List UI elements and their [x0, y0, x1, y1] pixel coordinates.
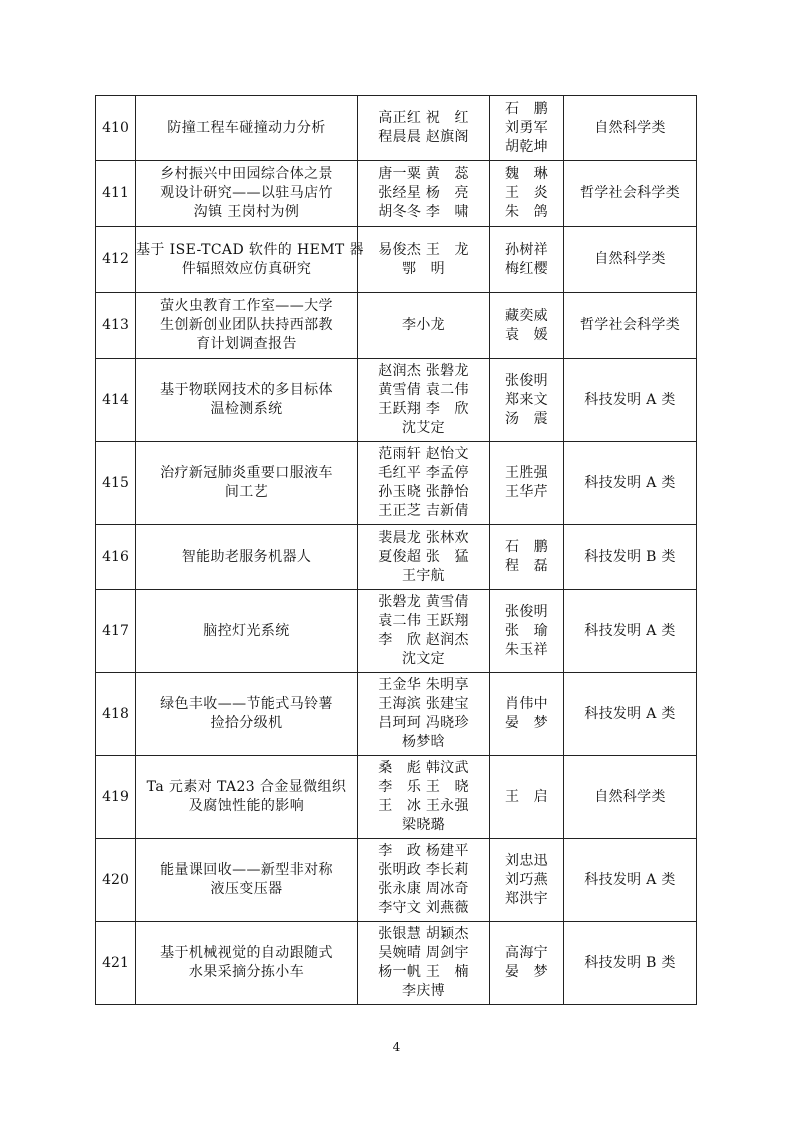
project-title-line: 观设计研究——以驻马店竹: [160, 185, 333, 201]
project-category: 科技发明 A 类: [564, 839, 697, 922]
project-title-line: 捡拾分级机: [210, 715, 283, 731]
advisor-name: 刘勇军: [505, 119, 548, 136]
team-members-line: 毛红平 李孟停: [378, 465, 469, 481]
row-number: 412: [96, 227, 136, 293]
table-row: [96, 359, 697, 442]
advisor-name: 晏 梦: [505, 964, 548, 980]
team-members: [358, 96, 490, 161]
advisors: [490, 96, 564, 161]
table-row: [96, 227, 697, 293]
team-members-line: 王宇航: [402, 567, 445, 584]
advisor-name: 刘巧燕: [505, 871, 548, 888]
project-category: 自然科学类: [564, 756, 697, 839]
project-title: [136, 673, 358, 756]
advisor-name: 王 启: [505, 788, 548, 805]
table-row: [96, 839, 697, 922]
project-title-line: 育计划调查报告: [196, 336, 297, 352]
row-number: 421: [96, 922, 136, 1005]
row-number: 420: [96, 839, 136, 922]
table-row: [96, 442, 697, 525]
team-members-line: 李 政 杨建平: [378, 843, 469, 859]
team-members-line: 张明政 李长莉: [378, 862, 469, 878]
team-members-line: 胡冬冬 李 啸: [378, 204, 469, 220]
team-members-line: 王海滨 张建宝: [378, 696, 469, 712]
project-title-line: 治疗新冠肺炎重要口服液车: [160, 465, 333, 481]
team-members-line: 夏俊超 张 猛: [378, 548, 469, 565]
project-title: [136, 227, 364, 293]
project-title-line: 能量课回收——新型非对称: [160, 862, 333, 878]
table-row: [96, 293, 697, 359]
project-title-line: 件辐照效应仿真研究: [181, 260, 312, 277]
table-row: [96, 673, 697, 756]
team-members: [358, 227, 490, 293]
project-title-line: 水果采摘分拣小车: [188, 964, 305, 980]
advisors: [490, 293, 564, 359]
team-members-line: 王跃翔 李 欣: [378, 401, 469, 417]
advisors: [490, 525, 564, 590]
project-title: [136, 590, 358, 673]
advisors: [490, 839, 564, 922]
advisor-name: 袁 媛: [505, 326, 548, 343]
advisor-name: 石 鹏: [505, 100, 548, 117]
project-title: [136, 839, 358, 922]
project-title: [136, 359, 358, 442]
team-members-line: 李守文 刘燕薇: [378, 900, 469, 916]
team-members: [358, 922, 490, 1005]
advisor-name: 王 炎: [505, 185, 548, 201]
team-members: [358, 442, 490, 525]
team-members-line: 李 欣 赵润杰: [378, 632, 469, 648]
team-members: [358, 673, 490, 756]
advisor-name: 王华芹: [505, 484, 548, 500]
team-members-line: 桑 彪 韩汶武: [378, 760, 469, 776]
advisor-name: 汤 震: [505, 410, 548, 427]
advisors: [490, 756, 564, 839]
project-title: [136, 161, 358, 227]
project-category: 科技发明 A 类: [564, 673, 697, 756]
team-members-line: 李庆博: [402, 983, 445, 999]
project-title-line: 基于物联网技术的多目标体: [160, 382, 333, 398]
advisor-name: 梅红樱: [505, 260, 548, 277]
team-members-line: 沈艾定: [402, 420, 445, 436]
project-title-line: 绿色丰收——节能式马铃薯: [160, 696, 333, 712]
advisor-name: 孙树祥: [505, 241, 548, 258]
page-number: 4: [392, 1040, 401, 1054]
advisor-name: 肖伟中: [505, 696, 548, 712]
team-members-line: 王正芝 吉新倩: [378, 503, 469, 519]
advisors: [490, 590, 564, 673]
advisors: [490, 673, 564, 756]
team-members-line: 梁晓璐: [402, 817, 445, 833]
advisors: [490, 922, 564, 1005]
row-number: 414: [96, 359, 136, 442]
row-number: 411: [96, 161, 136, 227]
project-title: [136, 442, 358, 525]
advisor-name: 朱 鸽: [505, 204, 548, 220]
row-number: 416: [96, 525, 136, 590]
advisor-name: 晏 梦: [505, 715, 548, 731]
project-category: 自然科学类: [564, 227, 697, 293]
advisors: [490, 161, 564, 227]
table-row: [96, 525, 697, 590]
project-table: [95, 95, 697, 1005]
project-title: [136, 922, 358, 1005]
team-members-line: 杨梦晗: [402, 734, 445, 750]
project-title-line: 防撞工程车碰撞动力分析: [167, 119, 326, 136]
project-category: 科技发明 A 类: [564, 442, 697, 525]
team-members: [358, 293, 490, 359]
project-category: 哲学社会科学类: [564, 161, 697, 227]
row-number: 415: [96, 442, 136, 525]
team-members-line: 张永康 周冰奇: [378, 881, 469, 897]
advisor-name: 程 磊: [505, 558, 548, 574]
table-row: [96, 756, 697, 839]
advisor-name: 王胜强: [505, 465, 548, 481]
team-members: [358, 590, 490, 673]
table-row: [96, 922, 697, 1005]
project-title-line: 脑控灯光系统: [203, 622, 290, 639]
advisor-name: 张 瑜: [505, 622, 548, 639]
table-row: [96, 590, 697, 673]
team-members-line: 孙玉晓 张静怡: [378, 484, 469, 500]
project-category: 科技发明 A 类: [564, 590, 697, 673]
team-members-line: 张银慧 胡颖杰: [378, 926, 469, 942]
team-members-line: 李小龙: [402, 317, 445, 333]
team-members-line: 黄雪倩 袁二伟: [378, 382, 469, 398]
advisor-name: 郑洪宇: [505, 890, 548, 907]
team-members-line: 王 冰 王永强: [378, 798, 469, 814]
advisors: [490, 442, 564, 525]
team-members-line: 李 乐 王 晓: [378, 779, 469, 795]
table-row: [96, 96, 697, 161]
team-members-line: 张磐龙 黄雪倩: [378, 594, 469, 610]
team-members-line: 易俊杰 王 龙: [378, 241, 469, 258]
team-members-line: 吴婉晴 周剑宇: [378, 945, 469, 961]
team-members-line: 赵润杰 张磐龙: [378, 363, 469, 379]
project-title-line: Ta 元素对 TA23 合金显微组织: [146, 779, 347, 795]
advisors: [490, 227, 564, 293]
project-title-line: 间工艺: [224, 484, 269, 500]
project-title-line: 温检测系统: [210, 401, 283, 417]
project-title-line: 液压变压器: [210, 881, 283, 897]
project-title-line: 乡村振兴中田园综合体之景: [160, 166, 333, 182]
project-category: 自然科学类: [564, 96, 697, 161]
row-number: 419: [96, 756, 136, 839]
project-category: 科技发明 B 类: [564, 525, 697, 590]
project-title-line: 萤火虫教育工作室——大学: [160, 298, 333, 314]
project-title-line: 生创新创业团队扶持西部教: [160, 317, 333, 333]
advisor-name: 高海宁: [505, 945, 548, 961]
project-title-line: 及腐蚀性能的影响: [188, 798, 305, 814]
team-members-line: 沈文定: [402, 651, 445, 667]
row-number: 410: [96, 96, 136, 161]
row-number: 413: [96, 293, 136, 359]
project-table-body: [96, 96, 697, 1005]
team-members-line: 范雨轩 赵怡文: [378, 446, 469, 462]
team-members: [358, 756, 490, 839]
advisor-name: 胡乾坤: [505, 138, 548, 155]
project-title-line: 智能助老服务机器人: [181, 548, 312, 565]
advisor-name: 郑来文: [505, 391, 548, 408]
advisor-name: 藏奕威: [505, 307, 548, 324]
project-title-line: 基于 ISE-TCAD 软件的 HEMT 器: [136, 241, 364, 258]
team-members-line: 裴晨龙 张林欢: [378, 529, 469, 546]
team-members-line: 袁二伟 王跃翔: [378, 613, 469, 629]
advisor-name: 朱玉祥: [505, 641, 548, 658]
team-members-line: 吕珂珂 冯晓珍: [378, 715, 469, 731]
project-title-line: 基于机械视觉的自动跟随式: [160, 945, 333, 961]
project-category: 哲学社会科学类: [564, 293, 697, 359]
team-members: [358, 839, 490, 922]
table-row: [96, 161, 697, 227]
row-number: 417: [96, 590, 136, 673]
project-category: 科技发明 B 类: [564, 922, 697, 1005]
row-number: 418: [96, 673, 136, 756]
team-members: [358, 161, 490, 227]
team-members-line: 程晨晨 赵旗阁: [378, 129, 469, 145]
project-title: [136, 96, 358, 161]
team-members-line: 杨一帆 王 楠: [378, 964, 469, 980]
project-category: 科技发明 A 类: [564, 359, 697, 442]
advisors: [490, 359, 564, 442]
team-members-line: 唐一粟 黄 蕊: [378, 166, 469, 182]
team-members: [358, 359, 490, 442]
advisor-name: 刘忠迅: [505, 852, 548, 869]
advisor-name: 魏 琳: [505, 166, 548, 182]
team-members: [358, 525, 490, 590]
team-members-line: 高正红 祝 红: [378, 110, 469, 126]
team-members-line: 鄂 明: [402, 260, 445, 277]
advisor-name: 张俊明: [505, 603, 548, 620]
project-title: [136, 756, 358, 839]
team-members-line: 张经星 杨 亮: [378, 185, 469, 201]
team-members-line: 王金华 朱明享: [378, 677, 469, 693]
project-title-line: 沟镇 王岗村为例: [193, 204, 300, 220]
project-title: [136, 293, 358, 359]
project-title: [136, 525, 358, 590]
advisor-name: 石 鹏: [505, 539, 548, 555]
advisor-name: 张俊明: [505, 372, 548, 389]
